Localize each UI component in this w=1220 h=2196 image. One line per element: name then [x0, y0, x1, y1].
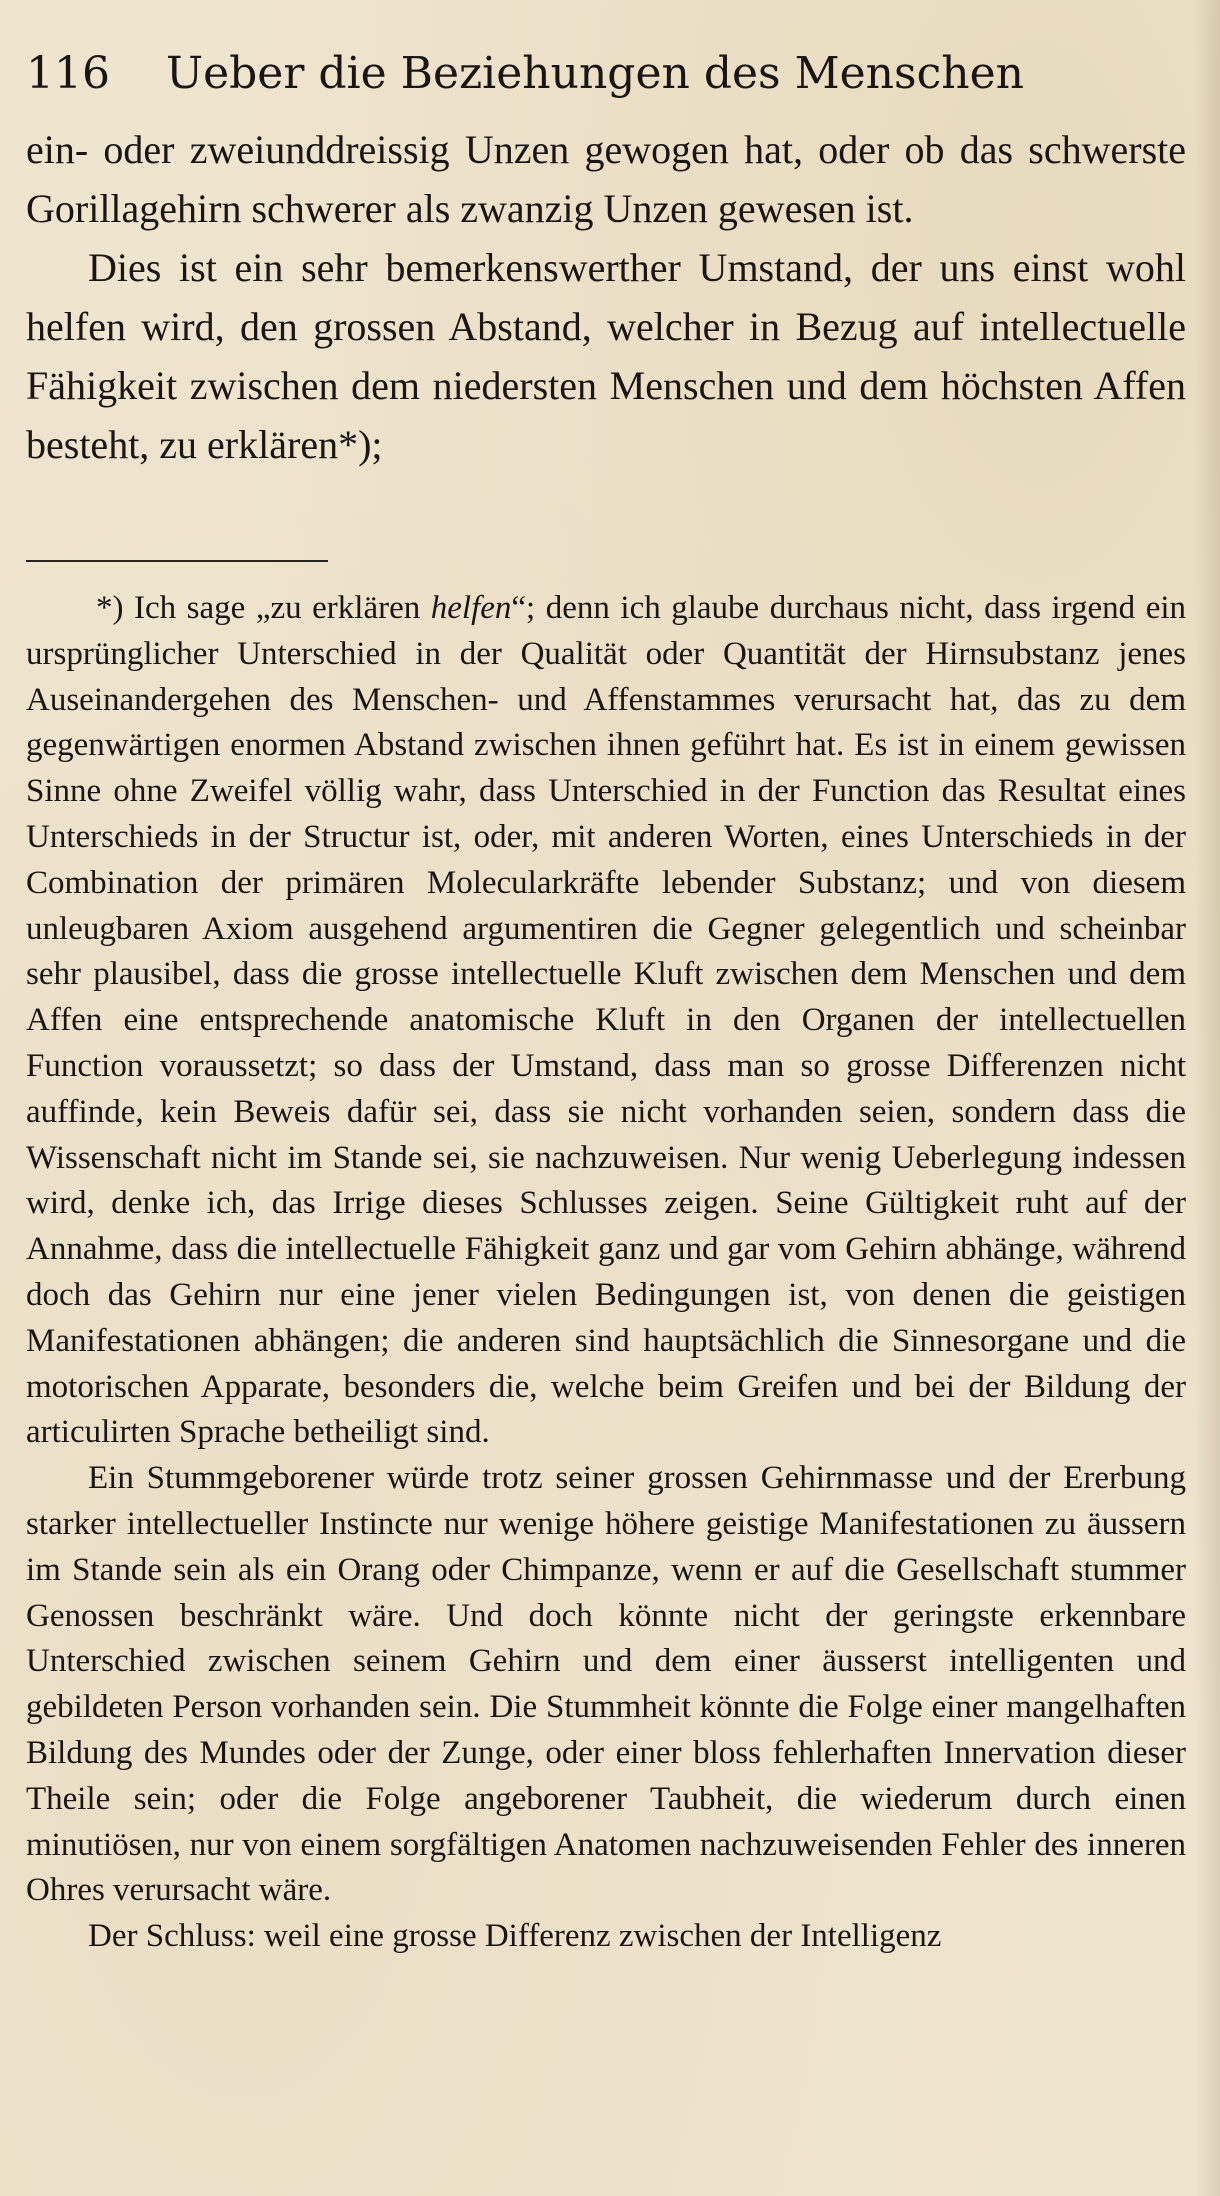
footnote-lead: Ich sage „zu erklären [134, 590, 431, 626]
footnote-paragraph [26, 586, 1186, 1456]
main-paragraph-continuation: ein- oder zweiunddreissig Unzen gewogen hat, oder ob das schwerste Gorillagehirn schwerer als zwanzig Unzen gewesen ist. [26, 127, 1186, 231]
running-title: Ueber die Beziehungen des Menschen [166, 48, 1024, 99]
footnote-separator [26, 560, 328, 562]
page-edge-shadow [1194, 0, 1220, 2196]
footnote [26, 586, 1186, 1960]
footnote-marker: *) [96, 590, 124, 626]
footnote-paragraph-3: Der Schluss: weil eine grosse Differenz zwischen der Intelligenz [88, 1918, 942, 1955]
main-paragraph: Dies ist ein sehr bemerkenswerther Umstand, der uns einst wohl helfen wird, den grossen Abstand, welcher in Bezug auf intellectuelle Fähigkeit zwischen dem niedersten Menschen und dem höchsten Affen besteht, zu erklären*); [26, 245, 1186, 467]
page-number: 116 [26, 48, 110, 99]
footnote-paragraph-2: Ein Stummgeborener würde trotz seiner grossen Gehirnmasse und der Ererbung starker intellectueller Instincte nur wenige höhere geistige Manifestationen zu äussern im Stande sein als ein Orang oder Chimpanze, wenn er auf die Gesellschaft stummer Genossen beschränkt wäre. Und doch könnte nicht der geringste erkennbare Unterschied zwischen seinem Gehirn und dem einer äusserst intelligenten und gebildeten Person vorhanden sein. Die Stummheit könnte die Folge einer mangelhaften Bildung des Mundes oder der Zunge, oder einer bloss fehlerhaften Innervation dieser Theile sein; oder die Folge angeborener Taubheit, die wiederum durch einen minutiösen, nur von einem sorgfältigen Anatomen nachzuweisenden Fehler des inneren Ohres verursacht wäre. [26, 1460, 1186, 1909]
running-header [26, 44, 1186, 104]
main-text [26, 120, 1186, 474]
footnote-emphasis: helfen [430, 590, 512, 626]
footnote-body: “; denn ich glaube durchaus nicht, dass irgend ein ursprünglicher Unterschied in der Qualität oder Quantität der Hirnsubstanz jenes Auseinandergehen des Menschen- und Affenstammes verursacht hat, das zu dem gegenwärtigen enormen Abstand zwischen ihnen geführt hat. Es ist in einem gewissen Sinne ohne Zweifel völlig wahr, dass Unterschied in der Function das Resultat eines Unterschieds in der Structur ist, oder, mit anderen Worten, eines Unterschieds in der Combination der primären Molecularkräfte lebender Substanz; und von diesem unleugbaren Axiom ausgehend argumentiren die Gegner gelegentlich und scheinbar sehr plausibel, dass die grosse intellectuelle Kluft zwischen dem Menschen und dem Affen eine entsprechende anatomische Kluft in den Organen der intellectuellen Function voraussetzt; so dass der Umstand, dass man so grosse Differenzen nicht auffinde, kein Beweis dafür sei, dass sie nicht vorhanden seien, sondern dass die Wissenschaft nicht im Stande sei, sie nachzuweisen. Nur wenig Ueberlegung indessen wird, denke ich, das Irrige dieses Schlusses zeigen. Seine Gültigkeit ruht auf der Annahme, dass die intellectuelle Fähigkeit ganz und gar vom Gehirn abhänge, während doch das Gehirn nur eine jener vielen Bedingungen ist, von denen die geistigen Manifestationen abhängen; die anderen sind hauptsächlich die Sinnesorgane und die motorischen Apparate, besonders die, welche beim Greifen und bei der Bildung der articulirten Sprache betheiligt sind. [26, 590, 1187, 1451]
